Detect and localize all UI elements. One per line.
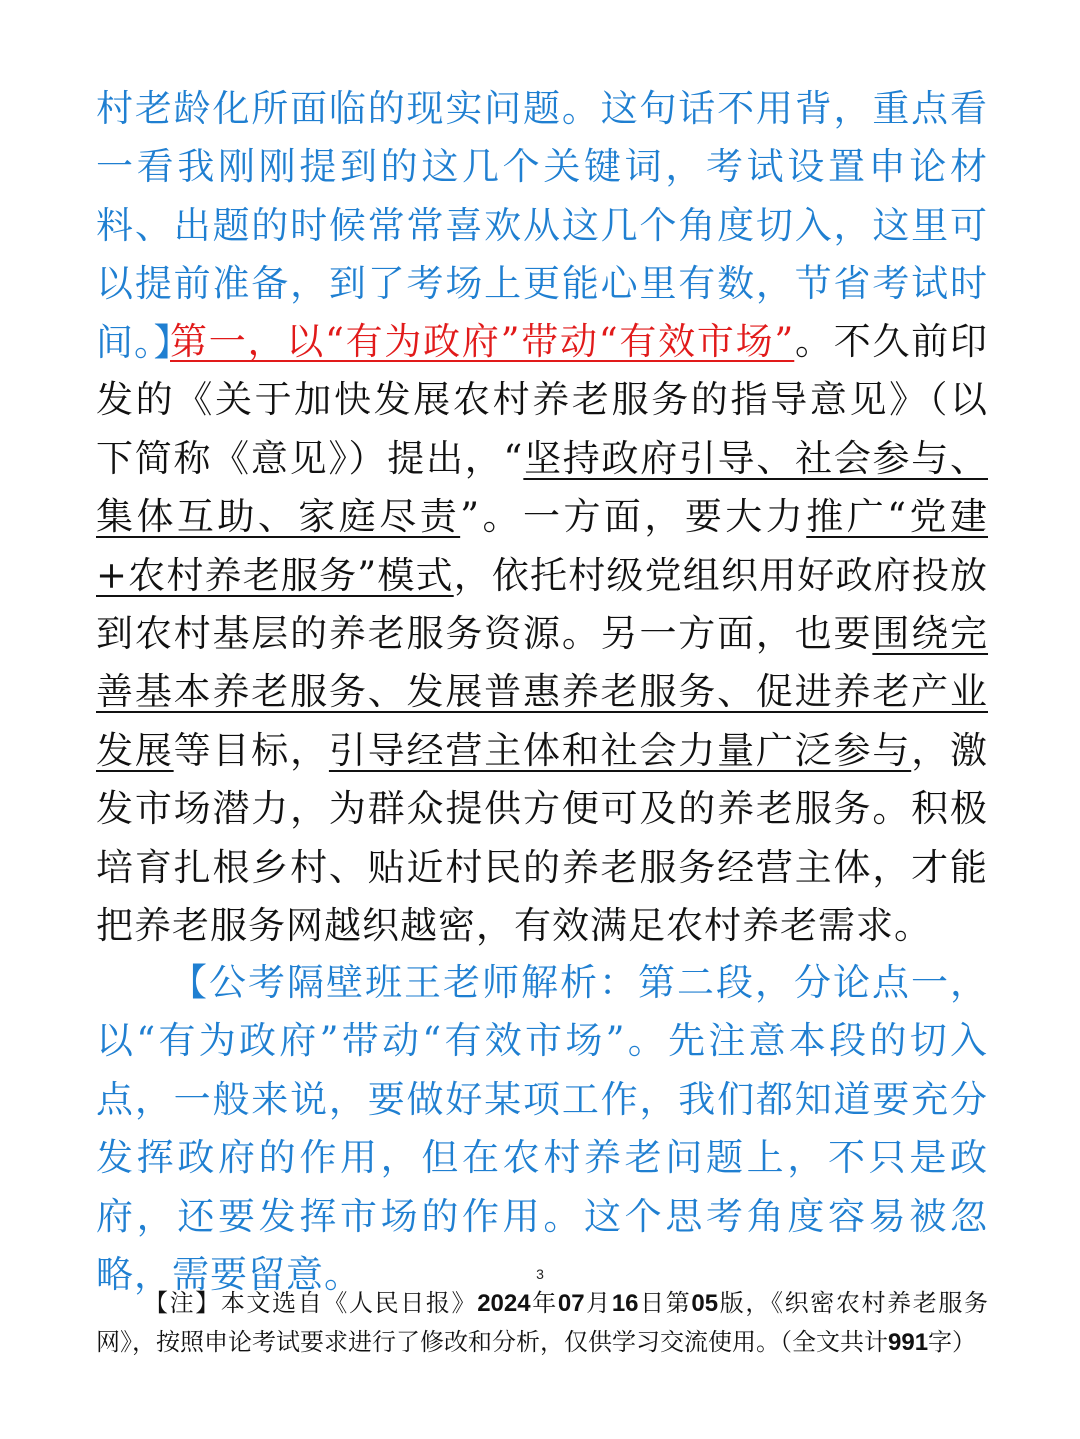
analysis-paragraph xyxy=(96,954,988,1297)
body-text-2: ”。一方面，要大力 xyxy=(460,495,807,539)
footnote xyxy=(96,1284,988,1362)
footnote-month: 07 xyxy=(557,1290,585,1317)
point-heading: 第一，以“有为政府”带动“有效市场” xyxy=(170,320,795,363)
body-paragraph xyxy=(96,313,988,953)
footnote-t5: 字） xyxy=(928,1328,977,1356)
underlined-quote-3: 围绕完善基本养老服务、发展普惠养老服务、促进养老产业发展 xyxy=(96,612,989,772)
underlined-quote-1: 坚持政府引导、社会参与、集体互助、家庭尽责 xyxy=(96,436,988,539)
footnote-day: 16 xyxy=(611,1290,639,1317)
footnote-t2: 月 xyxy=(584,1289,612,1317)
footnote-prefix: 【注】本文选自《人民日报》 xyxy=(144,1289,478,1317)
footnote-year: 2024 xyxy=(477,1290,531,1317)
underlined-quote-2: 推广“党建+农村养老服务”模式 xyxy=(96,495,988,597)
footnote-t4: 版，《织密农村养老服务网》，按照申论考试要求进行了修改和分析，仅供学习交流使用。（全文共计 xyxy=(96,1289,989,1356)
body-text-3: ，依托村级党组织用好政府投放到农村基层的养老服务资源。另一方面，也要 xyxy=(96,553,989,656)
footnote-count: 991 xyxy=(888,1329,929,1356)
footnote-t3: 日第 xyxy=(638,1289,692,1317)
analysis-continuation-text: 村老龄化所面临的现实问题。这句话不用背，重点看一看我刚刚提到的这几个关键词，考试设置申论材料、出题的时候常常喜欢从这几个角度切入，这里可以提前准备，到了考场上更能心里有数，节省考试时间。】 xyxy=(96,87,988,364)
body-text-5: ，激发市场潜力，为群众提供方便可及的养老服务。积极培育扎根乡村、贴近村民的养老服务经营主体，才能把养老服务网越织越密，有效满足农村养老需求。 xyxy=(96,728,989,948)
footnote-edition: 05 xyxy=(691,1290,719,1317)
body-text-1: 。不久前印发的《关于加快发展农村养老服务的指导意见》（以下简称《意见》）提出，“ xyxy=(96,320,988,480)
body-text-4: 等目标， xyxy=(173,728,329,772)
underlined-quote-4: 引导经营主体和社会力量广泛参与 xyxy=(328,728,912,772)
analysis-text: 【公考隔壁班王老师解析：第二段，分论点一，以“有为政府”带动“有效市场”。先注意本段的切入点，一般来说，要做好某项工作，我们都知道要充分发挥政府的作用，但在农村养老问题上，不只是政府，还要发挥市场的作用。这个思考角度容易被忽略，需要留意。 xyxy=(96,961,988,1297)
footnote-t1: 年 xyxy=(530,1289,558,1317)
page-number: 3 xyxy=(536,1266,544,1282)
